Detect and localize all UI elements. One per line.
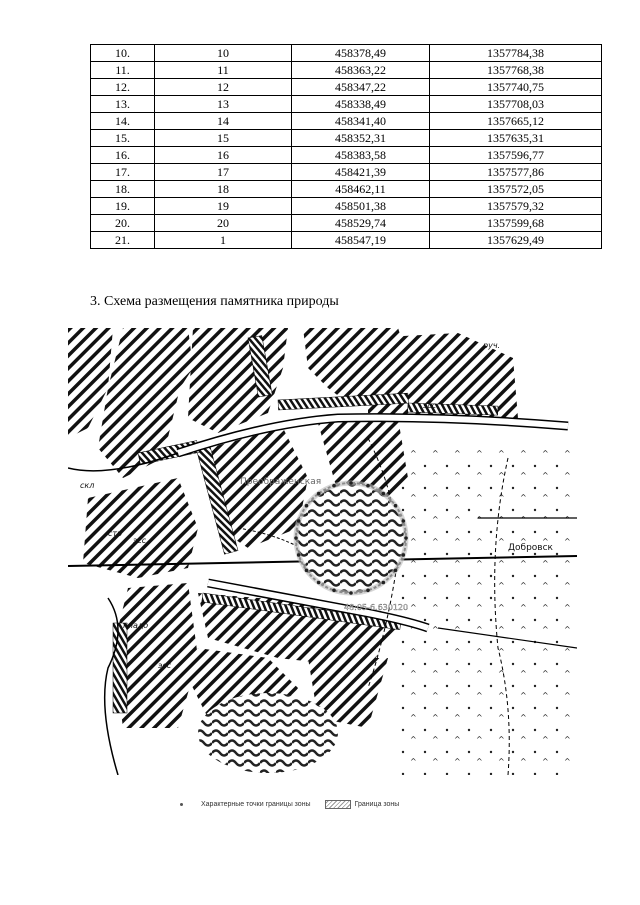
table-cell: 458352,31 <box>292 130 430 147</box>
table-cell: 458338,49 <box>292 96 430 113</box>
boundary-point <box>366 589 370 593</box>
ess-label-2: эсс <box>158 661 172 670</box>
table-cell: 1357599,68 <box>430 215 602 232</box>
table-cell: 15. <box>91 130 155 147</box>
map-legend <box>180 800 399 809</box>
kladb-label: кладб <box>123 621 149 630</box>
table-cell: 13 <box>155 96 292 113</box>
table-row <box>91 45 602 62</box>
table-cell: 458383,58 <box>292 147 430 164</box>
table-cell: 20 <box>155 215 292 232</box>
table-cell: 18. <box>91 181 155 198</box>
table-row <box>91 215 602 232</box>
table-cell: 458547,19 <box>292 232 430 249</box>
coordinates-table <box>90 44 602 249</box>
table-cell: 1357577,86 <box>430 164 602 181</box>
dobrovsk-label: Добровск <box>508 543 553 553</box>
table-cell: 1357665,12 <box>430 113 602 130</box>
table-cell: 14. <box>91 113 155 130</box>
table-cell: 458529,74 <box>292 215 430 232</box>
table-cell: 458363,22 <box>292 62 430 79</box>
table-cell: 1357740,75 <box>430 79 602 96</box>
table-cell: 18 <box>155 181 292 198</box>
table-cell: 20. <box>91 215 155 232</box>
boundary-point <box>297 519 301 523</box>
table-cell: 19 <box>155 198 292 215</box>
table-row <box>91 164 602 181</box>
boundary-point <box>317 492 321 496</box>
table-cell: 458462,11 <box>292 181 430 198</box>
boundary-point <box>305 569 309 573</box>
table-row <box>91 79 602 96</box>
table-cell: 11 <box>155 62 292 79</box>
village-label: Преображенская <box>240 477 322 487</box>
table-row <box>91 130 602 147</box>
table-cell: 16 <box>155 147 292 164</box>
table-cell: 10. <box>91 45 155 62</box>
table-cell: 1357596,77 <box>430 147 602 164</box>
boundary-point <box>294 536 298 540</box>
ruch-label: руч. <box>483 341 501 350</box>
protected-zone <box>296 483 406 593</box>
table-cell: 17 <box>155 164 292 181</box>
boundary-point <box>332 484 336 488</box>
boundary-point <box>382 581 386 585</box>
str-label: стр <box>108 529 123 538</box>
table-cell: 1357708,03 <box>430 96 602 113</box>
table-row <box>91 198 602 215</box>
table-cell: 13. <box>91 96 155 113</box>
boundary-point <box>297 553 301 557</box>
table-row <box>91 181 602 198</box>
boundary-legend-swatch <box>325 800 351 809</box>
table-cell: 16. <box>91 147 155 164</box>
boundary-point-legend-icon <box>180 803 183 806</box>
table-row <box>91 147 602 164</box>
table-cell: 12 <box>155 79 292 96</box>
boundary-point <box>404 536 408 540</box>
table-cell: 19. <box>91 198 155 215</box>
legend-points-label: Характерные точки границы зоны <box>201 801 311 808</box>
boundary-point <box>366 484 370 488</box>
boundary-point <box>332 589 336 593</box>
table-cell: 1357768,38 <box>430 62 602 79</box>
boundary-point <box>349 591 353 595</box>
table-row <box>91 62 602 79</box>
table-cell: 14 <box>155 113 292 130</box>
table-cell: 458341,40 <box>292 113 430 130</box>
field-area <box>398 448 577 775</box>
table-cell: 15 <box>155 130 292 147</box>
coordinates-table-body <box>91 45 602 249</box>
boundary-point <box>349 481 353 485</box>
boundary-point <box>394 569 398 573</box>
ess-label-3: эсс <box>133 536 147 545</box>
table-cell: 458421,39 <box>292 164 430 181</box>
zone-id-label: 48:05-6.630120 <box>344 603 409 612</box>
legend-boundary-label: Граница зоны <box>354 801 400 808</box>
table-cell: 12. <box>91 79 155 96</box>
boundary-point <box>382 492 386 496</box>
table-cell: 21. <box>91 232 155 249</box>
table-cell: 11. <box>91 62 155 79</box>
table-cell: 1357629,49 <box>430 232 602 249</box>
boundary-point <box>402 519 406 523</box>
shrub-area <box>198 693 338 773</box>
table-cell: 458501,38 <box>292 198 430 215</box>
table-cell: 1357784,38 <box>430 45 602 62</box>
table-cell: 1357579,32 <box>430 198 602 215</box>
table-cell: 1357635,31 <box>430 130 602 147</box>
boundary-point <box>317 581 321 585</box>
boundary-point <box>394 504 398 508</box>
table-cell: 1 <box>155 232 292 249</box>
skl-label: скл <box>80 481 95 490</box>
ess-label-1: эсс <box>423 401 437 410</box>
section-heading: 3. Схема размещения памятника природы <box>90 294 339 309</box>
table-row <box>91 232 602 249</box>
location-map <box>68 328 577 775</box>
table-row <box>91 113 602 130</box>
table-cell: 458378,49 <box>292 45 430 62</box>
table-cell: 458347,22 <box>292 79 430 96</box>
table-row <box>91 96 602 113</box>
table-cell: 17. <box>91 164 155 181</box>
table-cell: 10 <box>155 45 292 62</box>
boundary-point <box>305 504 309 508</box>
table-cell: 1357572,05 <box>430 181 602 198</box>
boundary-point <box>402 553 406 557</box>
